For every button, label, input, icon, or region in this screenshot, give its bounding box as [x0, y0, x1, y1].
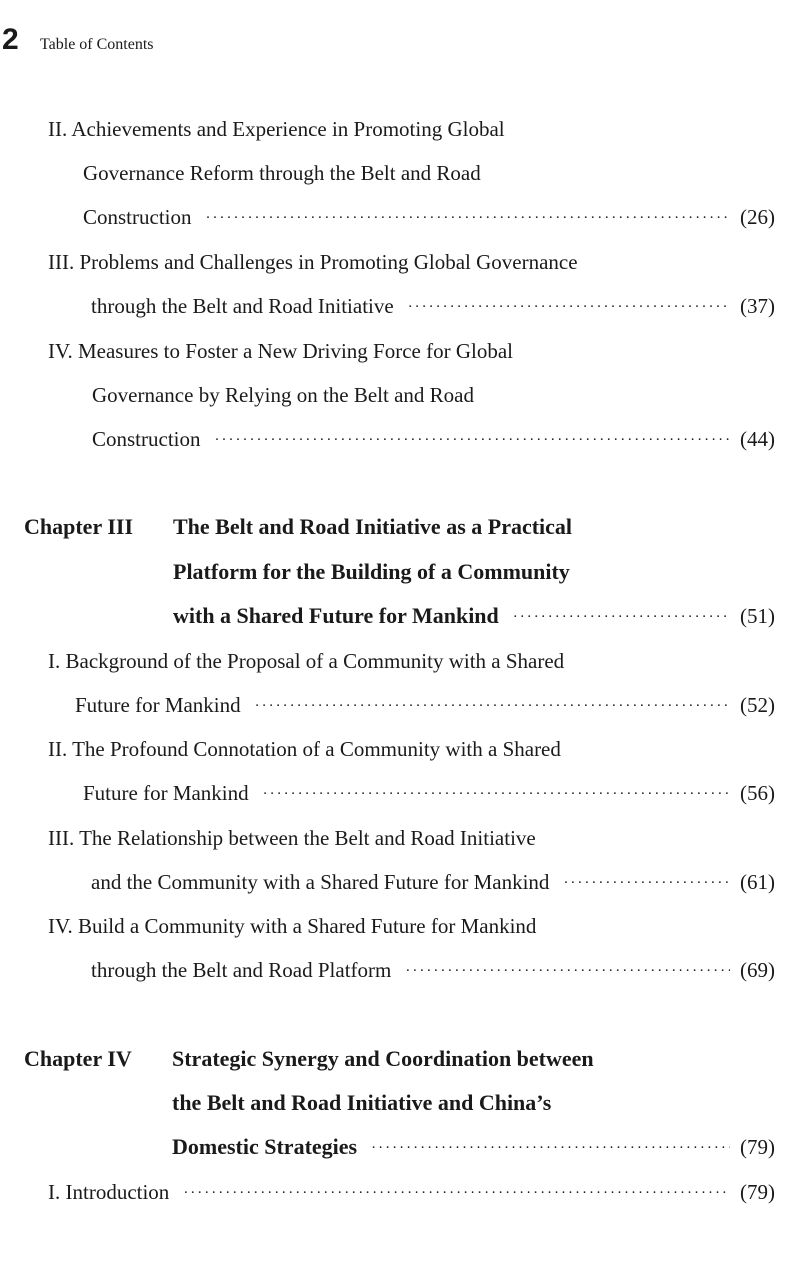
chapter-title-text: Domestic Strategies — [172, 1134, 358, 1159]
toc-entry-4-last-line[interactable] — [92, 422, 775, 456]
running-title: Table of Contents — [40, 36, 154, 53]
toc-entry-text: IV. Build a Community with a Shared Future for Mankind — [48, 914, 537, 938]
toc-entry-text: Construction — [83, 205, 192, 229]
toc-entry-4-line[interactable] — [48, 334, 513, 368]
toc-entry-c3-3-last-line[interactable] — [91, 865, 775, 899]
toc-page-number: (56) — [740, 781, 775, 805]
chapter-title-text: with a Shared Future for Mankind — [173, 603, 499, 628]
toc-entry-text: II. The Profound Connotation of a Community with a Shared — [48, 737, 561, 761]
dot-leader — [263, 777, 730, 811]
toc-entry-text: Governance Reform through the Belt and Road — [83, 161, 481, 185]
toc-entry-c3-3-line[interactable] — [48, 821, 536, 855]
toc-entry-3-last-line[interactable] — [91, 289, 775, 323]
toc-page-number: (52) — [740, 693, 775, 717]
dot-leader — [255, 689, 730, 723]
chapter-4-title-line[interactable] — [172, 1042, 594, 1076]
dot-leader — [513, 600, 730, 634]
toc-page-number: (44) — [740, 427, 775, 451]
toc-entry-c3-1-line[interactable] — [48, 644, 564, 678]
toc-entry-text: Construction — [92, 427, 201, 451]
toc-entry-c3-1-last-line[interactable] — [75, 688, 775, 722]
chapter-title-text: the Belt and Road Initiative and China’s — [172, 1090, 552, 1115]
chapter-4-title-line[interactable] — [172, 1086, 551, 1120]
toc-entry-2-line[interactable] — [83, 156, 481, 190]
toc-page-number: (26) — [740, 205, 775, 229]
chapter-4-label: Chapter IV — [24, 1046, 132, 1071]
toc-entry-text: II. Achievements and Experience in Promoting Global — [48, 117, 505, 141]
toc-entry-c3-4-line[interactable] — [48, 909, 536, 943]
page-number: 2 — [2, 23, 19, 56]
dot-leader — [206, 201, 731, 235]
chapter-3-title-line[interactable] — [173, 555, 570, 589]
toc-page-number: (79) — [740, 1180, 775, 1204]
toc-page-number: (79) — [740, 1135, 775, 1159]
toc-entry-text: through the Belt and Road Platform — [91, 958, 392, 982]
dot-leader — [215, 423, 731, 457]
chapter-4-title-last-line[interactable] — [172, 1130, 775, 1164]
toc-entry-text: III. The Relationship between the Belt and Road Initiative — [48, 826, 536, 850]
toc-entry-text: Governance by Relying on the Belt and Road — [92, 383, 474, 407]
toc-entry-text: IV. Measures to Foster a New Driving Force for Global — [48, 339, 514, 363]
dot-leader — [405, 954, 730, 988]
dot-leader — [183, 1176, 730, 1210]
toc-entry-c4-1-line[interactable] — [48, 1175, 775, 1209]
chapter-3-title-line[interactable] — [173, 510, 572, 544]
toc-entry-text: III. Problems and Challenges in Promoting Global Governance — [48, 250, 578, 274]
dot-leader — [563, 866, 730, 900]
toc-entry-c3-4-last-line[interactable] — [91, 953, 775, 987]
toc-entry-4-line[interactable] — [92, 378, 474, 412]
chapter-title-text: Platform for the Building of a Community — [173, 559, 570, 584]
toc-entry-text: I. Introduction — [48, 1180, 170, 1204]
toc-entry-c3-2-line[interactable] — [48, 732, 561, 766]
toc-page-number: (37) — [740, 294, 775, 318]
toc-page-number: (51) — [740, 604, 775, 628]
toc-entry-text: Future for Mankind — [75, 693, 241, 717]
chapter-title-text: The Belt and Road Initiative as a Practical — [173, 514, 573, 539]
dot-leader — [408, 290, 730, 324]
toc-entry-text: and the Community with a Shared Future for Mankind — [91, 870, 550, 894]
toc-entry-2-last-line[interactable] — [83, 200, 775, 234]
toc-entry-text: through the Belt and Road Initiative — [91, 294, 394, 318]
toc-page-number: (61) — [740, 870, 775, 894]
toc-entry-c3-2-last-line[interactable] — [83, 776, 775, 810]
toc-entry-text: Future for Mankind — [83, 781, 249, 805]
chapter-title-text: Strategic Synergy and Coordination between — [172, 1046, 594, 1071]
toc-entry-2-line[interactable] — [48, 112, 505, 146]
toc-entry-3-line[interactable] — [48, 245, 578, 279]
chapter-3-title-last-line[interactable] — [173, 599, 775, 633]
dot-leader — [371, 1131, 730, 1165]
chapter-3-label: Chapter III — [24, 514, 134, 539]
toc-page-number: (69) — [740, 958, 775, 982]
toc-entry-text: I. Background of the Proposal of a Community with a Shared — [48, 649, 565, 673]
